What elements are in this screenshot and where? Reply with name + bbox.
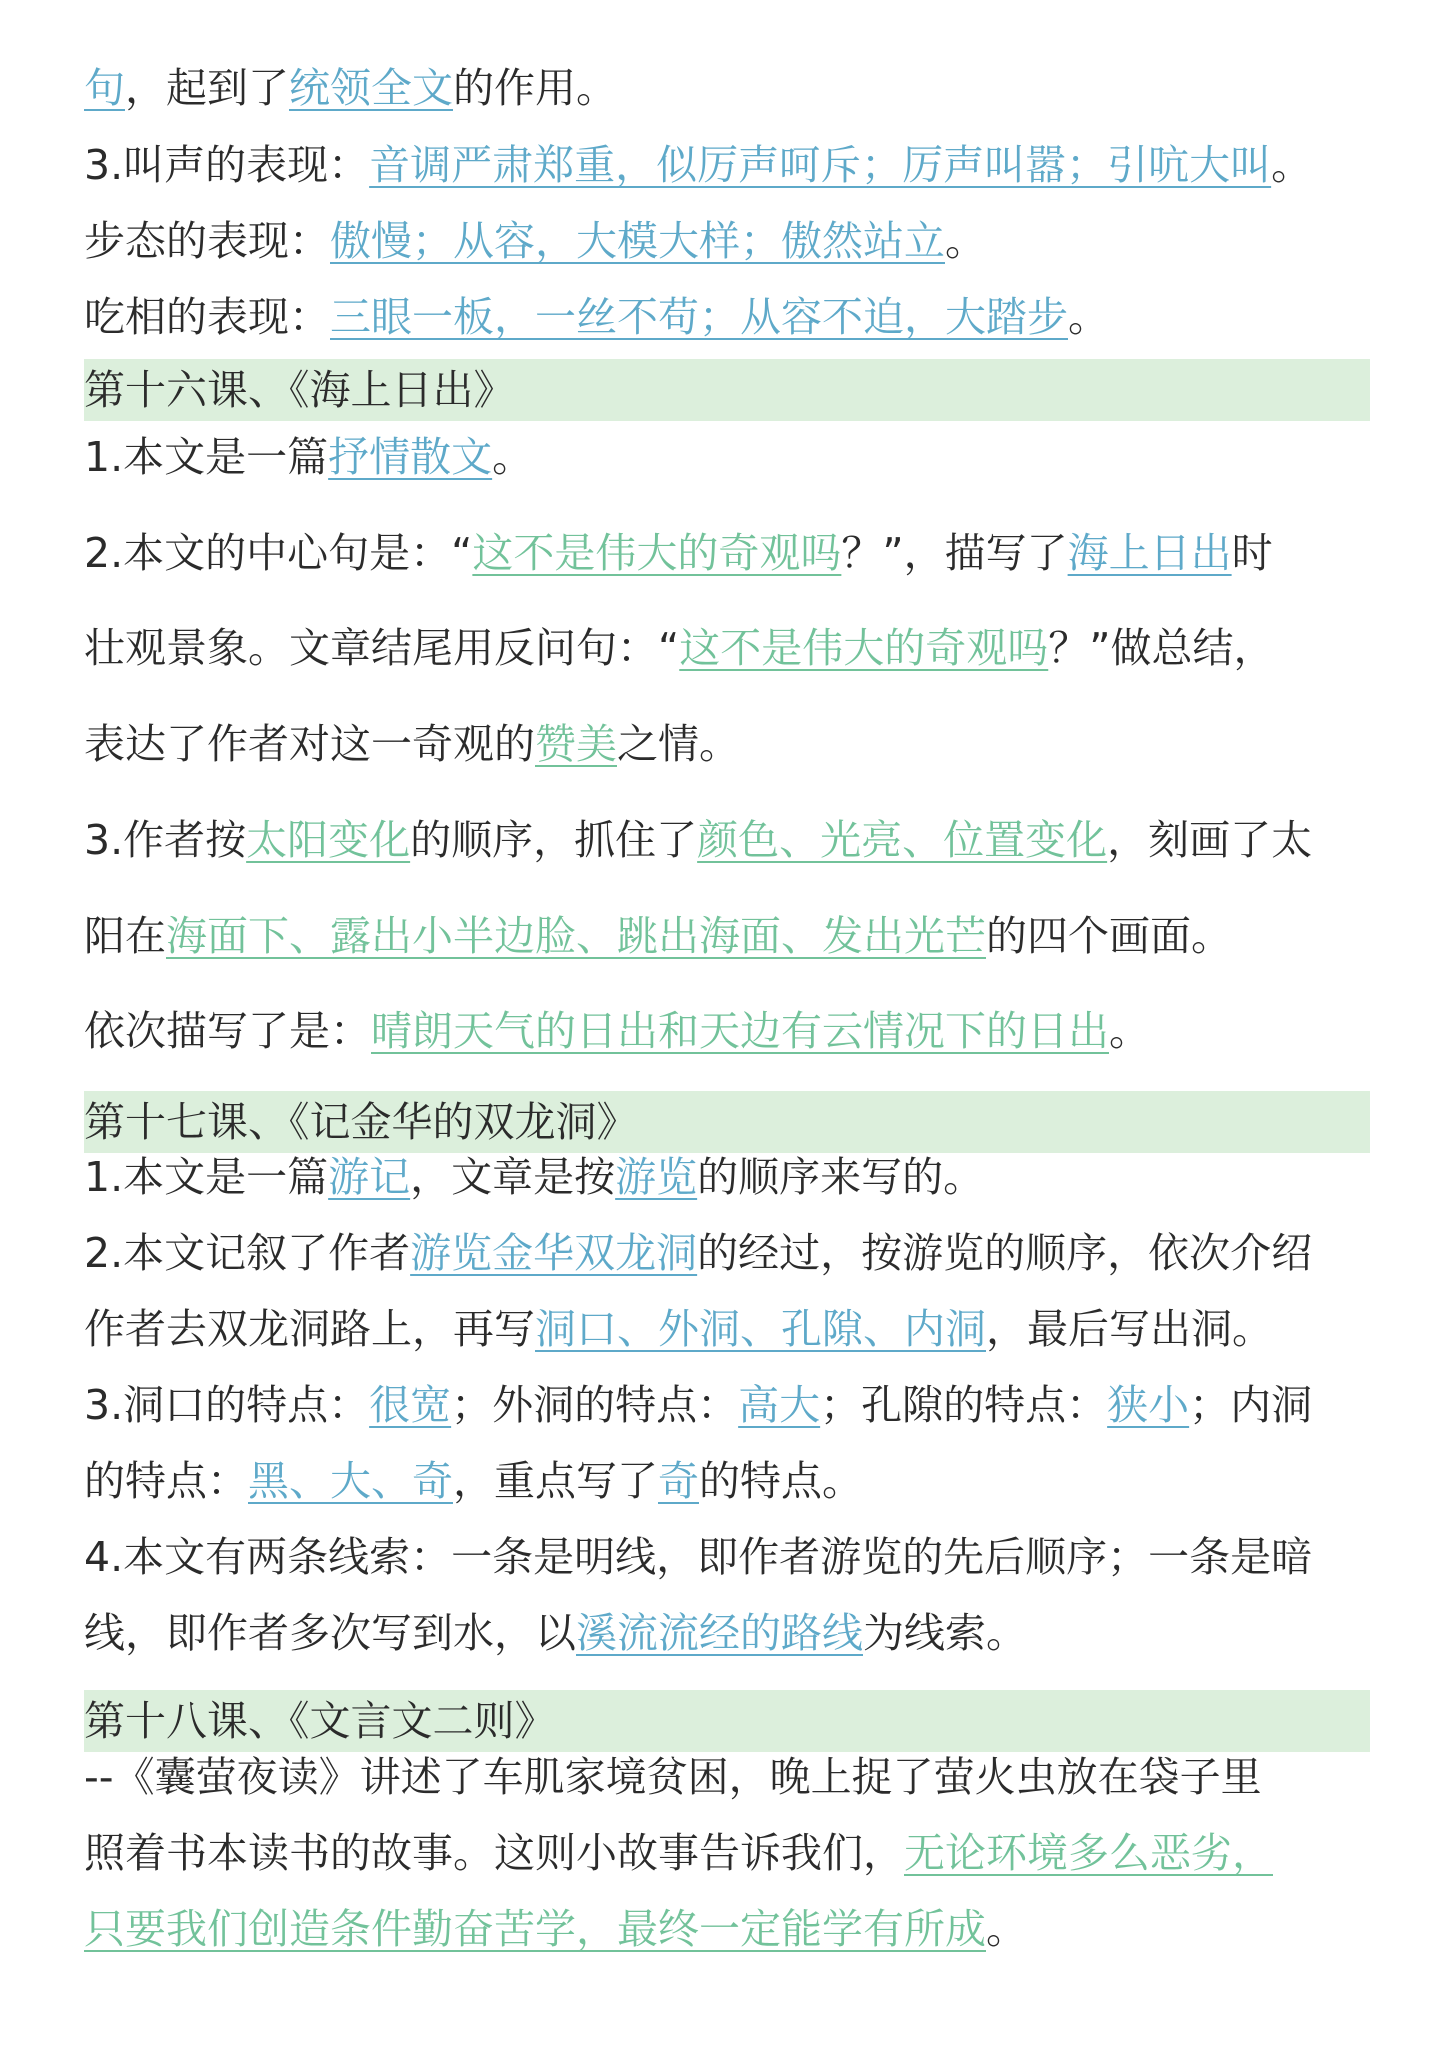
text-segment: 。: [1109, 1007, 1150, 1055]
text-segment: ；孔隙的特点：: [820, 1381, 1108, 1429]
answer-segment: 无论环境多么恶劣，: [904, 1829, 1273, 1877]
answer-segment: 狭小: [1107, 1381, 1190, 1429]
answer-segment: 溪流流经的路线: [576, 1609, 863, 1657]
text-segment: 作者去双龙洞路上，再写: [84, 1305, 535, 1353]
answer-segment: 这不是伟大的奇观吗: [679, 624, 1049, 672]
text-segment: 依次描写了是：: [84, 1007, 371, 1055]
text-segment: 之情。: [617, 720, 740, 768]
text-segment: ，重点写了: [453, 1457, 658, 1505]
text-segment: ，起到了: [125, 64, 289, 112]
text-line: [84, 137, 1376, 193]
section-heading: 第十六课、《海上日出》: [84, 366, 515, 414]
answer-segment: 游览金华双龙洞: [410, 1229, 698, 1277]
text-segment: ？”，描写了: [841, 529, 1068, 577]
section-heading: 第十八课、《文言文二则》: [84, 1697, 556, 1745]
text-segment: 。: [492, 433, 534, 481]
text-segment: 的特点：: [84, 1457, 248, 1505]
text-segment: 表达了作者对这一奇观的: [84, 720, 535, 768]
text-segment: ；内洞: [1189, 1381, 1313, 1429]
text-segment: 。: [945, 217, 986, 265]
text-line: [84, 1529, 1376, 1585]
text-line: [84, 908, 1376, 964]
answer-segment: 黑、大、奇: [248, 1457, 453, 1505]
text-line: [84, 1301, 1376, 1357]
section-heading: 第十七课、《记金华的双龙洞》: [84, 1098, 638, 1146]
text-segment: 3.作者按: [84, 816, 247, 864]
answer-segment: 傲慢；从容，大模大样；傲然站立: [330, 217, 945, 265]
answer-segment: 只要我们创造条件勤奋苦学，最终一定能学有所成: [84, 1905, 986, 1953]
text-segment: 。: [986, 1905, 1027, 1953]
text-segment: 的四个画面。: [986, 912, 1232, 960]
text-segment: --《囊萤夜读》讲述了车肌家境贫困，晚上捉了萤火虫放在袋子里: [84, 1753, 1262, 1801]
text-segment: 线，即作者多次写到水，以: [84, 1609, 576, 1657]
text-segment: 的特点。: [699, 1457, 863, 1505]
text-segment: 步态的表现：: [84, 217, 330, 265]
text-line: [84, 620, 1376, 676]
text-line: [84, 289, 1376, 345]
text-line: [84, 1225, 1376, 1281]
text-line: [84, 1825, 1376, 1881]
answer-segment: 统领全文: [289, 64, 453, 112]
text-segment: 。: [1271, 141, 1313, 189]
text-segment: 1.本文是一篇: [84, 433, 329, 481]
text-line: [84, 429, 1376, 485]
answer-segment: 奇: [658, 1457, 699, 1505]
text-segment: ？”做总结，: [1048, 624, 1275, 672]
text-line: [84, 1149, 1376, 1205]
answer-segment: 抒情散文: [328, 433, 493, 481]
text-line: [84, 1605, 1376, 1661]
answer-segment: 颜色、光亮、位置变化: [697, 816, 1108, 864]
text-segment: 1.本文是一篇: [84, 1153, 329, 1201]
text-segment: 2.本文的中心句是：“: [84, 529, 473, 577]
text-segment: ，文章是按: [410, 1153, 616, 1201]
text-segment: 的作用。: [453, 64, 617, 112]
text-segment: ，刻画了太: [1107, 816, 1313, 864]
text-segment: 壮观景象。文章结尾用反问句：“: [84, 624, 680, 672]
text-segment: 2.本文记叙了作者: [84, 1229, 411, 1277]
text-segment: 3.洞口的特点：: [84, 1381, 370, 1429]
text-line: [84, 1377, 1376, 1433]
text-segment: 为线索。: [863, 1609, 1027, 1657]
text-segment: 阳在: [84, 912, 166, 960]
text-segment: 3.叫声的表现：: [84, 141, 370, 189]
answer-segment: 高大: [738, 1381, 821, 1429]
text-line: [84, 60, 1376, 116]
text-segment: 。: [1068, 293, 1109, 341]
text-line: [84, 1749, 1376, 1805]
text-segment: 的顺序来写的。: [697, 1153, 985, 1201]
text-segment: ，最后写出洞。: [986, 1305, 1273, 1353]
text-segment: 的经过，按游览的顺序，依次介绍: [697, 1229, 1313, 1277]
text-line: [84, 1901, 1376, 1957]
answer-segment: 句: [84, 64, 125, 112]
text-line: [84, 716, 1376, 772]
answer-segment: 赞美: [535, 720, 617, 768]
answer-segment: 音调严肃郑重，似厉声呵斥；厉声叫嚣；引吭大叫: [369, 141, 1272, 189]
text-line: [84, 812, 1376, 868]
text-line: [84, 1003, 1376, 1059]
answer-segment: 太阳变化: [246, 816, 411, 864]
answer-segment: 很宽: [369, 1381, 452, 1429]
text-segment: 的顺序，抓住了: [410, 816, 698, 864]
text-segment: ；外洞的特点：: [451, 1381, 739, 1429]
answer-segment: 晴朗天气的日出和天边有云情况下的日出: [371, 1007, 1109, 1055]
text-segment: 吃相的表现：: [84, 293, 330, 341]
answer-segment: 海面下、露出小半边脸、跳出海面、发出光芒: [166, 912, 986, 960]
text-line: [84, 213, 1376, 269]
answer-segment: 三眼一板，一丝不苟；从容不迫，大踏步: [330, 293, 1068, 341]
answer-segment: 游览: [615, 1153, 698, 1201]
text-line: [84, 525, 1376, 581]
answer-segment: 这不是伟大的奇观吗: [472, 529, 842, 577]
text-segment: 4.本文有两条线索：一条是明线，即作者游览的先后顺序；一条是暗: [84, 1533, 1313, 1581]
text-segment: 时: [1231, 529, 1273, 577]
answer-segment: 游记: [328, 1153, 411, 1201]
text-segment: 照着书本读书的故事。这则小故事告诉我们，: [84, 1829, 904, 1877]
answer-segment: 洞口、外洞、孔隙、内洞: [535, 1305, 986, 1353]
text-line: [84, 1453, 1376, 1509]
answer-segment: 海上日出: [1067, 529, 1232, 577]
